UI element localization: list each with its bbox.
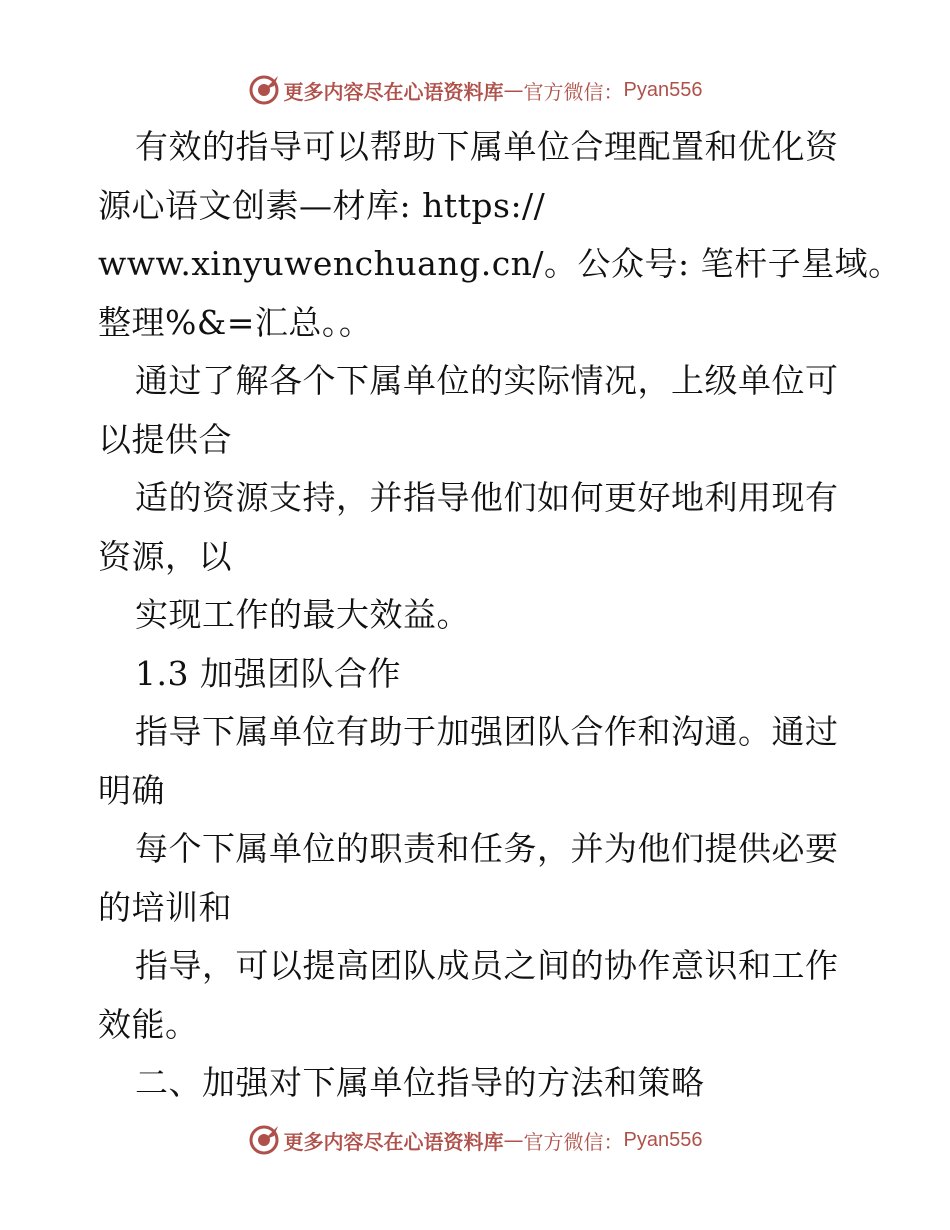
text-line: www.xinyuwenchuang.cn/。公众号: 笔杆子星域。 xyxy=(98,244,902,283)
text-line: 通过了解各个下属单位的实际情况，上级单位可 xyxy=(135,361,839,400)
text-line: 以提供合 xyxy=(98,419,232,459)
banner-wechat-label: 官方微信： xyxy=(523,1129,624,1154)
banner-wechat-label: 官方微信： xyxy=(523,79,624,104)
quill-pen-icon xyxy=(248,74,280,106)
banner-wechat-id: Pyan556 xyxy=(623,78,703,101)
text-line: 有效的指导可以帮助下属单位合理配置和优化资 xyxy=(135,127,839,166)
banner-separator: — xyxy=(503,78,524,102)
text-line: 适的资源支持，并指导他们如何更好地利用现有 xyxy=(135,478,839,517)
text-line: 指导，可以提高团队成员之间的协作意识和工作 xyxy=(135,946,839,985)
section-heading: 二、加强对下属单位指导的方法和策略 xyxy=(135,1063,705,1102)
document-body xyxy=(98,118,902,1113)
banner-separator: — xyxy=(503,1128,524,1152)
text-line: 的培训和 xyxy=(98,887,232,927)
text-line: 资源，以 xyxy=(98,536,232,576)
header-banner xyxy=(0,70,950,110)
text-line: 明确 xyxy=(98,770,165,810)
footer-banner xyxy=(0,1120,950,1160)
text-line: 整理%&=汇总。。 xyxy=(98,302,373,342)
text-line: 每个下属单位的职责和任务，并为他们提供必要 xyxy=(135,829,839,868)
text-line: 实现工作的最大效益。 xyxy=(135,595,470,634)
text-line: 指导下属单位有助于加强团队合作和沟通。通过 xyxy=(135,712,839,751)
text-line: 源心语文创素—材库: https:// xyxy=(98,185,546,225)
banner-brand: 更多内容尽在心语资料库 xyxy=(283,1129,504,1154)
banner-wechat-id: Pyan556 xyxy=(623,1128,703,1151)
section-heading: 1.3 加强团队合作 xyxy=(135,653,401,693)
text-line: 效能。 xyxy=(98,1004,199,1044)
banner-brand: 更多内容尽在心语资料库 xyxy=(283,79,504,104)
quill-pen-icon xyxy=(248,1124,280,1156)
